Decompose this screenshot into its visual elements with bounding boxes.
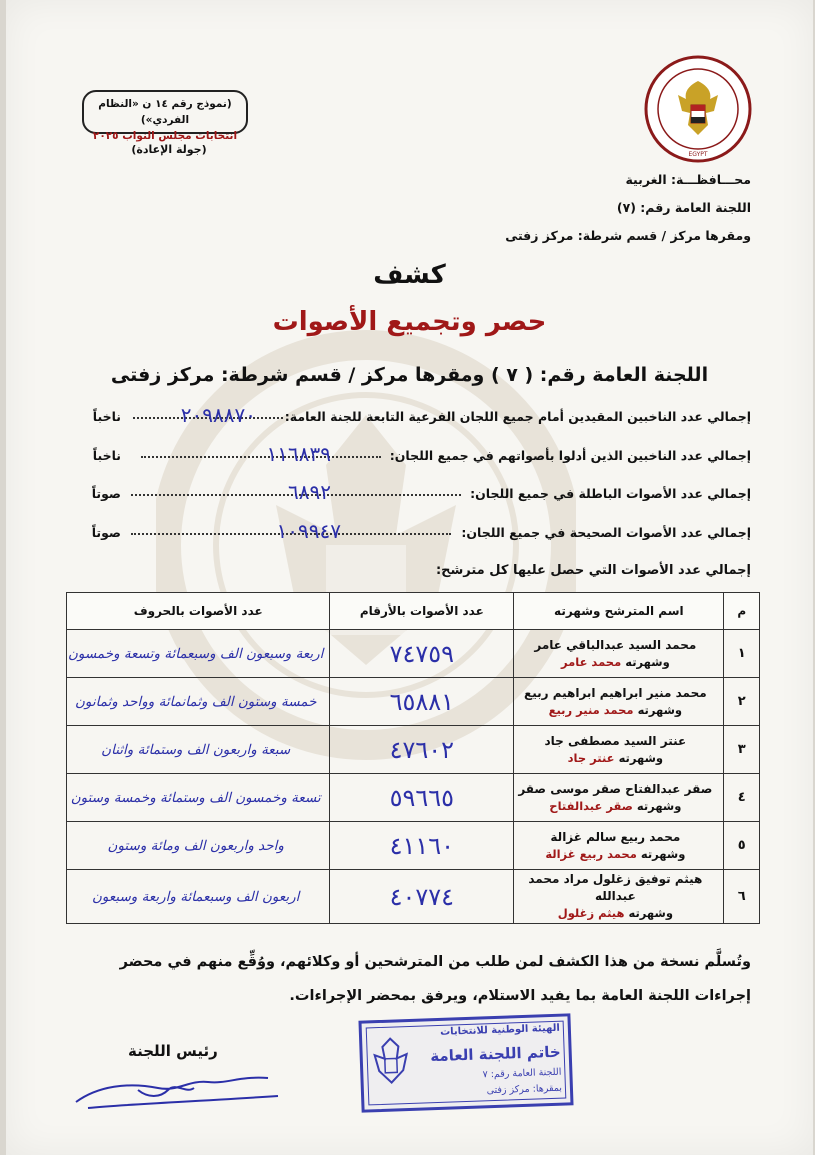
header-votes-digits: عدد الأصوات بالأرقام [330,593,514,630]
candidate-nickname: محمد عامر [560,654,622,669]
svg-text:EGYPT: EGYPT [688,151,708,158]
national-election-authority-logo-icon [644,55,752,163]
stamp-title: خاتم اللجنة العامة [429,1042,561,1066]
table-row [67,774,760,822]
stat-label: إجمالي عدد الناخبين المقيدين أمام جميع اللجان الفرعية التابعة للجنة العامة: [284,409,751,424]
stat-unit: صوتاً [91,525,121,540]
votes-words: سبعة واربعون الف وستمائة واثنان [67,726,330,774]
votes-digits: ٤٠٧٧٤ [330,870,514,924]
votes-words: اربعة وسبعون الف وسبعمائة وتسعة وخمسون [67,630,330,678]
committee-chair-label: رئيس اللجنة [128,1042,218,1060]
candidate-nickname: محمد منير ربيع [548,702,634,717]
row-index: ٤ [724,774,760,822]
row-index: ٦ [724,870,760,924]
candidate-cell [514,822,724,870]
header-votes-words: عدد الأصوات بالحروف [67,593,330,630]
row-index: ٢ [724,678,760,726]
stat-label: إجمالي عدد الأصوات الباطلة في جميع اللجان: [470,486,751,501]
votes-words: اربعون الف وسبعمائة واربعة وسبعون [67,870,330,924]
stat-voters-cast [66,442,751,470]
candidate-name: هيثم توفيق زغلول مراد محمد عبدالله [528,872,703,903]
candidate-name: محمد السيد عبدالباقي عامر [534,637,697,652]
candidate-nickname: هيثم زغلول [557,906,625,920]
stat-unit: ناخباً [92,409,121,424]
nickname-prefix: وشهرته [618,750,664,765]
table-row [67,726,760,774]
row-index: ١ [724,630,760,678]
committee-heading: اللجنة العامة رقم: ( ٧ ) ومقرها مركز / قسم شرطة: مركز زفتى [110,364,709,386]
chair-signature-icon [68,1068,288,1118]
dotted-line [141,456,381,458]
candidate-cell [514,774,724,822]
stat-label: إجمالي عدد الأصوات الصحيحة في جميع اللجان: [461,525,751,540]
form-number-label: (نموذج رقم ١٤ ن «النظام الفردي») [98,98,232,126]
candidate-name: محمد ربيع سالم غزالة [550,829,681,844]
candidate-nickname: محمد ربيع غزالة [545,846,637,861]
location-line: ومقرها مركز / قسم شرطة: مركز زفتى [505,228,751,243]
candidate-cell [514,726,724,774]
candidate-nickname: صقر عبدالفتاح [549,798,633,813]
stat-unit: صوتاً [91,486,121,501]
candidate-name: عنتر السيد مصطفى جاد [544,733,687,748]
stamp-location: بمقرها: مركز زفتى [486,1082,563,1097]
candidate-nickname-line [515,905,715,922]
nickname-prefix: وشهرته [640,846,686,861]
nickname-prefix: وشهرته [636,798,682,813]
candidate-cell [514,678,724,726]
stat-registered-voters [66,403,751,431]
stat-value: ٦٨٩٢ [288,480,331,504]
candidate-cell [514,630,724,678]
candidate-name: صقر عبدالفتاح صقر موسى صقر [518,781,713,796]
votes-digits: ٤١١٦٠ [330,822,514,870]
nickname-prefix: وشهرته [625,654,670,669]
stat-value: ٢٠٩٨٨٧٠ [180,403,256,427]
document-title: كشف [373,260,446,290]
candidate-nickname-line [515,654,715,671]
candidate-nickname: عنتر جاد [567,750,615,765]
row-index: ٣ [724,726,760,774]
committee-number-line: اللجنة العامة رقم: (٧) [616,200,751,215]
candidate-nickname-line [515,846,715,863]
table-row [67,870,760,924]
candidate-cell [514,870,724,924]
votes-digits: ٥٩٦٦٥ [330,774,514,822]
stat-label: إجمالي عدد الناخبين الذين أدلوا بأصواتهم في جميع اللجان: [389,448,751,463]
candidate-name: محمد منير ابراهيم ابراهيم ربيع [524,685,707,700]
stamp-authority: الهيئة الوطنية للانتخابات [439,1022,561,1038]
table-row [67,678,760,726]
document-subtitle: حصر وتجميع الأصوات [272,307,547,337]
votes-words: واحد واربعون الف ومائة وستون [67,822,330,870]
committee-stamp [358,1013,573,1112]
table-header-row [67,593,760,630]
votes-words: خمسة وستون الف وثمانمائة وواحد وثمانون [67,678,330,726]
table-row [67,822,760,870]
table-row [67,630,760,678]
closing-text-line-1: وتُسلَّم نسخة من هذا الكشف لمن طلب من المترشحين أو وكلائهم، ووُقِّع منهم في محضر [119,954,751,970]
closing-text-line-2: إجراءات اللجنة العامة بما يفيد الاستلام، ويرفق بمحضر الإجراءات. [289,988,751,1004]
header-index: م [724,593,760,630]
votes-digits: ٤٧٦٠٢ [330,726,514,774]
header-candidate-name: اسم المترشح وشهرته [514,593,724,630]
stat-valid-votes [66,519,751,547]
row-index: ٥ [724,822,760,870]
stamp-committee: اللجنة العامة رقم: ٧ [482,1066,562,1081]
stat-value: ١٠٩٩٤٧ [276,519,341,543]
document-page [6,0,813,1155]
stamp-eagle-icon [372,1036,410,1087]
votes-words: تسعة وخمسون الف وستمائة وخمسة وستون [67,774,330,822]
form-number-box [82,90,248,142]
votes-digits: ٧٤٧٥٩ [330,630,514,678]
results-table [66,592,760,924]
election-name-label: انتخابات مجلس النواب ٢٠٢٥ [92,130,238,142]
candidate-nickname-line [515,750,715,767]
candidates-heading: إجمالي عدد الأصوات التي حصل عليها كل مترشح: [435,563,751,578]
stat-unit: ناخباً [92,448,121,463]
nickname-prefix: وشهرته [628,906,673,920]
stat-value: ١١٦٨٣٩ [266,442,331,466]
candidate-nickname-line [515,702,715,719]
votes-digits: ٦٥٨٨١ [330,678,514,726]
stat-invalid-votes [66,480,751,508]
candidate-nickname-line [515,798,715,815]
nickname-prefix: وشهرته [637,702,683,717]
governorate-line: محـــافظـــة: الغربية [625,172,751,187]
round-label: (جولة الإعادة) [131,143,207,156]
